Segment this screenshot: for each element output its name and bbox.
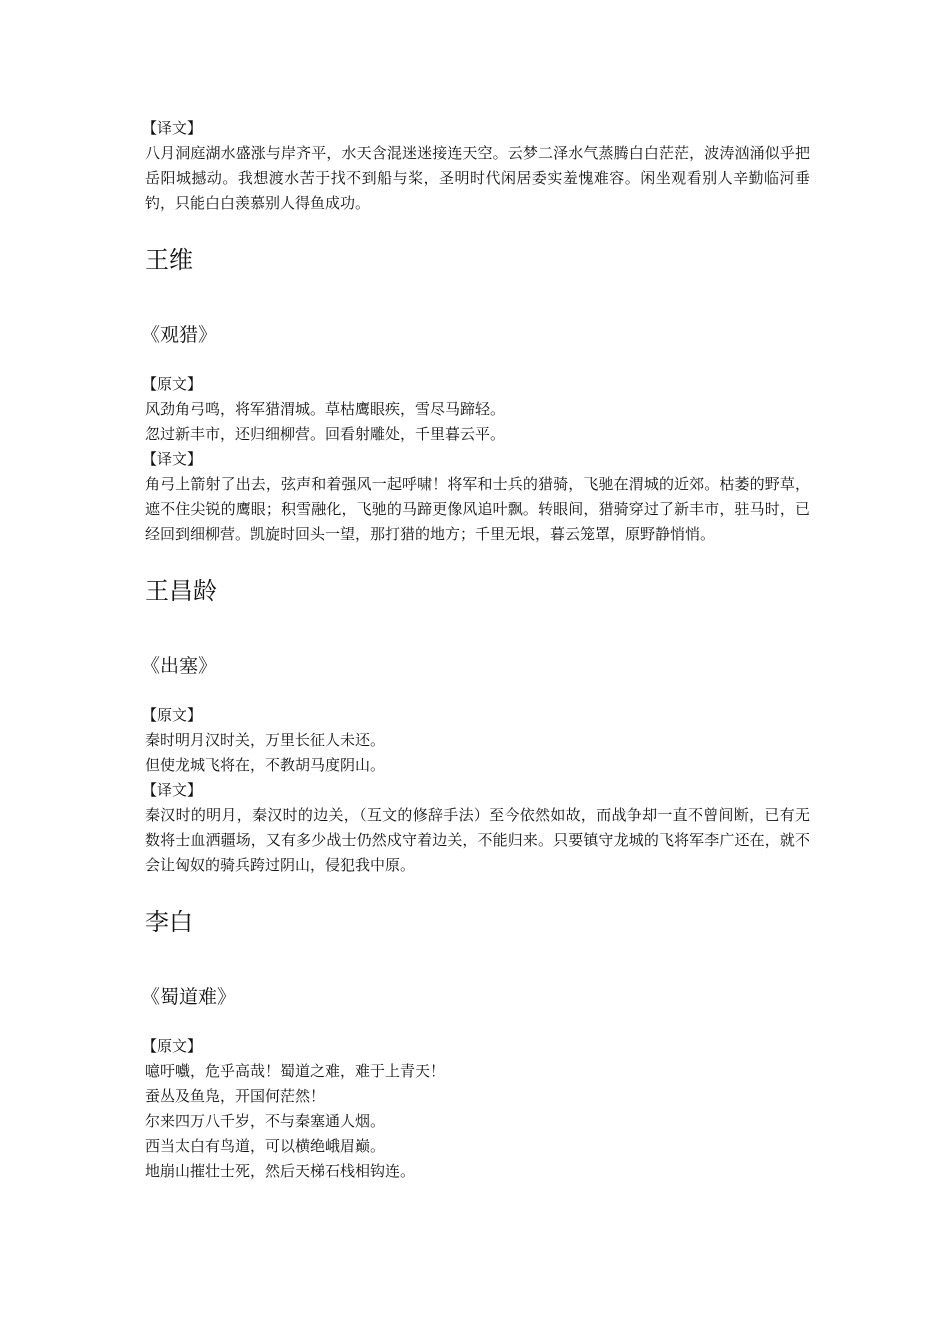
yiwen-text: 角弓上箭射了出去，弦声和着强风一起呼啸！将军和士兵的猎骑，飞驰在渭城的近郊。枯萎的野草，遮不住尖锐的鹰眼；积雪融化，飞驰的马蹄更像风追叶飘。转眼间，猎骑穿过了新丰市，驻马时，已经回到细柳营。凯旋时回头一望，那打猎的地方；千里无垠，暮云笼罩，原野静悄悄。 bbox=[145, 475, 810, 543]
yiwen-label: 【译文】 bbox=[142, 119, 203, 137]
yiwen-text: 秦汉时的明月，秦汉时的边关，（互文的修辞手法）至今依然如故，而战争却一直不曾间断，已有无数将士血洒疆场，又有多少战士仍然戍守着边关，不能归来。只要镇守龙城的飞将军李广还在，就不会让匈奴的骑兵跨过阴山，侵犯我中原。 bbox=[145, 806, 810, 874]
poem-line: 噫吁嚱，危乎高哉！蜀道之难，难于上青天！ bbox=[145, 1062, 446, 1080]
poem-title: 《观猎》 bbox=[141, 324, 218, 346]
author-heading: 王昌龄 bbox=[145, 577, 217, 605]
author-heading: 李白 bbox=[145, 908, 193, 936]
poem-line: 尔来四万八千岁，不与秦塞通人烟。 bbox=[145, 1112, 386, 1130]
yiwen-label: 【译文】 bbox=[142, 781, 203, 799]
yiwen-label: 【译文】 bbox=[142, 450, 203, 468]
yuanwen-label: 【原文】 bbox=[142, 1037, 203, 1055]
author-heading: 王维 bbox=[145, 246, 193, 274]
poem-line: 秦时明月汉时关，万里长征人未还。 bbox=[145, 731, 386, 749]
poem-title: 《出塞》 bbox=[141, 655, 218, 677]
poem-line: 地崩山摧壮士死，然后天梯石栈相钩连。 bbox=[145, 1162, 416, 1180]
poem-line: 但使龙城飞将在，不教胡马度阴山。 bbox=[145, 756, 386, 774]
yuanwen-label: 【原文】 bbox=[142, 375, 203, 393]
poem-title: 《蜀道难》 bbox=[141, 986, 237, 1008]
poem-line: 忽过新丰市，还归细柳营。回看射雕处，千里暮云平。 bbox=[145, 425, 506, 443]
poem-line: 蚕丛及鱼凫，开国何茫然！ bbox=[145, 1087, 326, 1105]
document-page bbox=[141, 116, 810, 1184]
poem-line: 西当太白有鸟道，可以横绝峨眉巅。 bbox=[145, 1137, 386, 1155]
poem-line: 风劲角弓鸣，将军猎渭城。草枯鹰眼疾，雪尽马蹄轻。 bbox=[145, 400, 506, 418]
yiwen-text: 八月洞庭湖水盛涨与岸齐平，水天含混迷迷接连天空。云梦二泽水气蒸腾白白茫茫，波涛汹涌似乎把岳阳城撼动。我想渡水苦于找不到船与桨，圣明时代闲居委实羞愧难容。闲坐观看别人辛勤临河垂钓，只能白白羡慕别人得鱼成功。 bbox=[145, 144, 810, 212]
yuanwen-label: 【原文】 bbox=[142, 706, 203, 724]
